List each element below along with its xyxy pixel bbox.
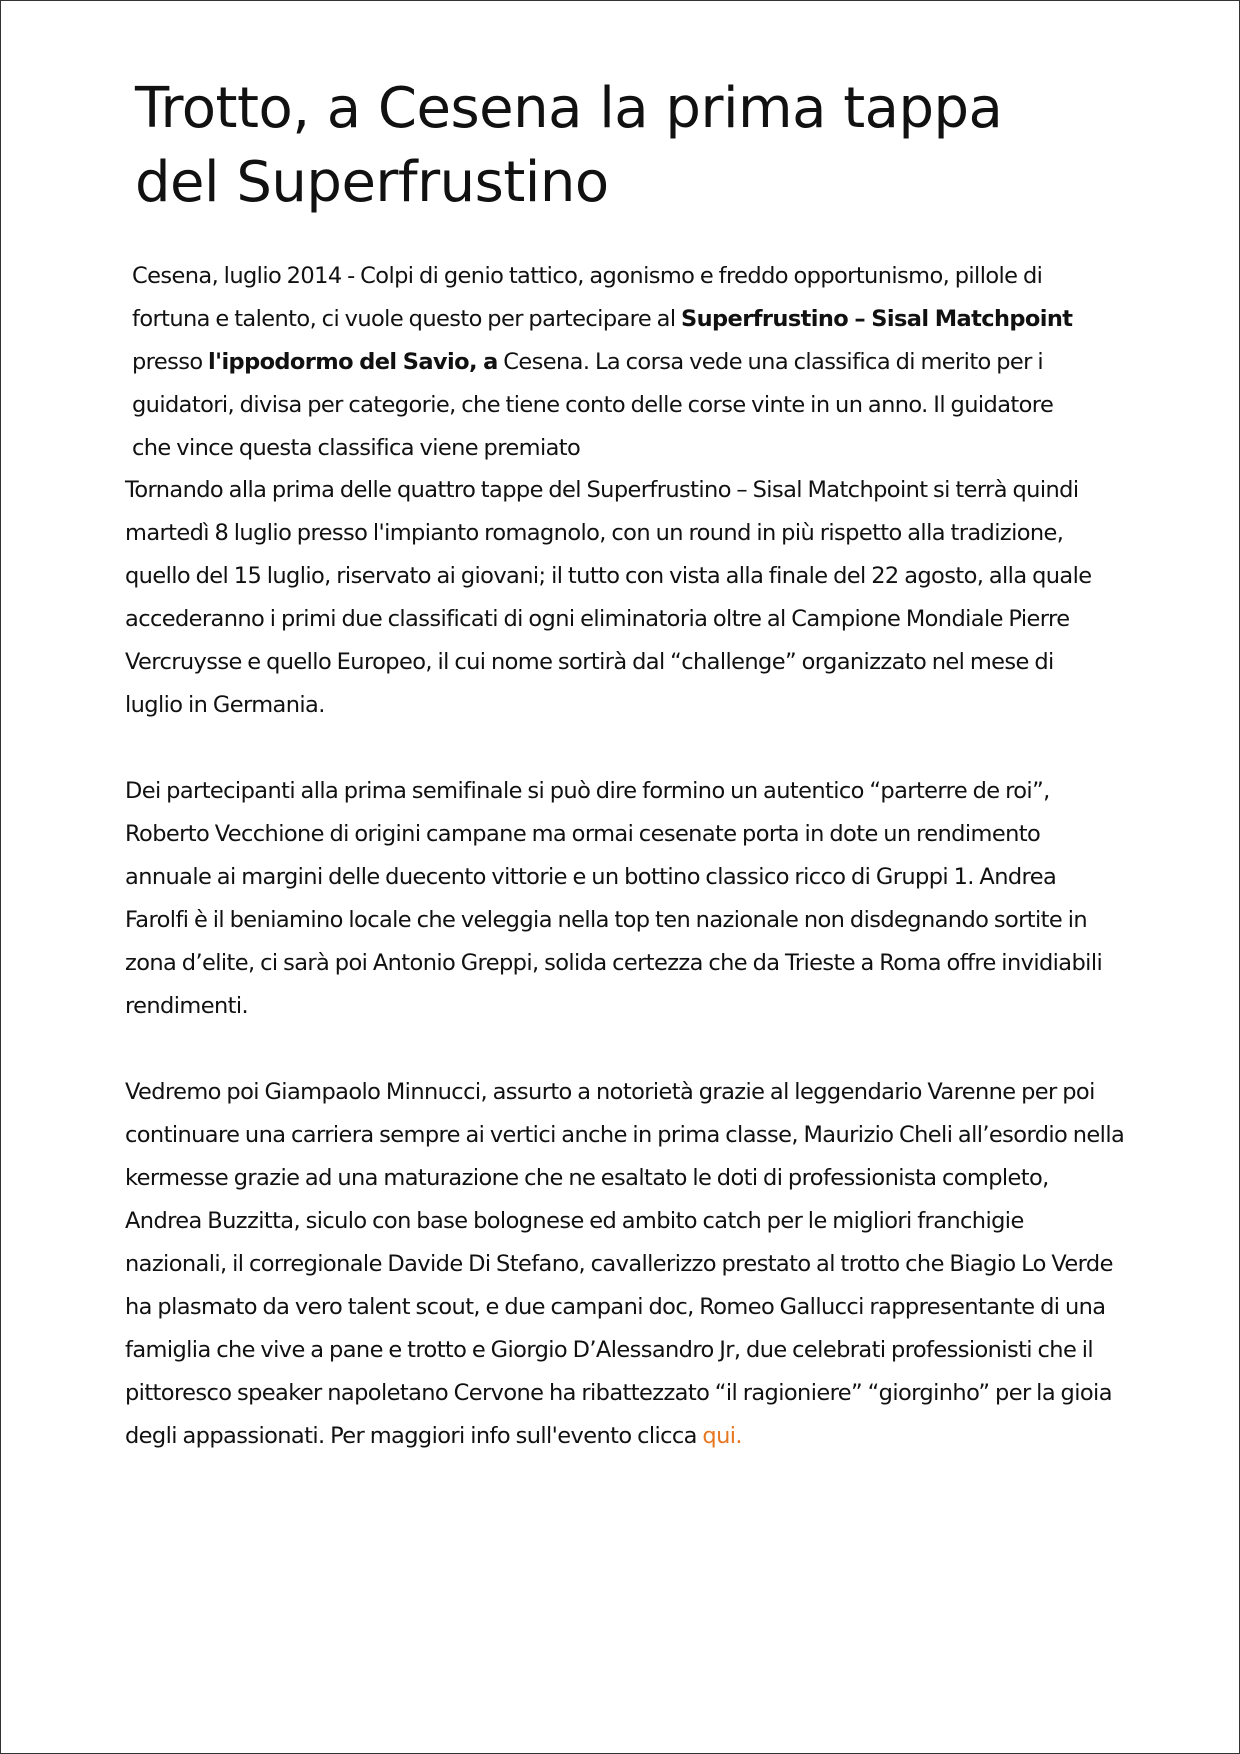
paragraph-schedule: Tornando alla prima delle quattro tappe del Superfrustino – Sisal Matchpoint si terrà quindi martedì 8 luglio presso l'impianto romagnolo, con un round in più rispetto alla tradizione, quello del 15 luglio, riservato ai giovani; il tutto con vista alla finale del 22 agosto, alla quale accederanno i primi due classificati di ogni eliminatoria oltre al Campione Mondiale Pierre Vercruysse e quello Europeo, il cui nome sortirà dal “challenge” organizzato nel mese di luglio in Germania.: [125, 477, 1092, 718]
paragraph-participants: Dei partecipanti alla prima semifinale si può dire formino un autentico “parterre de roi”, Roberto Vecchione di origini campane ma ormai cesenate porta in dote un rendimento annuale ai margini delle duecento vittorie e un bottino classico ricco di Gruppi 1. Andrea Farolfi è il beniamino locale che veleggia nella top ten nazionale non disdegnando sortite in zona d’elite, ci sarà poi Antonio Greppi, solida certezza che da Trieste a Roma offre invidiabili rendimenti.: [125, 778, 1103, 1019]
intro-mid: presso: [132, 349, 209, 375]
article-body: [125, 255, 1125, 1458]
paragraph-more-participants-text: Vedremo poi Giampaolo Minnucci, assurto a notorietà grazie al leggendario Varenne per poi continuare una carriera sempre ai vertici anche in prima classe, Maurizio Cheli all’esordio nella kermesse grazie ad una maturazione che ne esaltato le doti di professionista completo, Andrea Buzzitta, siculo con base bolognese ed ambito catch per le migliori franchigie nazionali, il corregionale Davide Di Stefano, cavallerizzo prestato al trotto che Biagio Lo Verde ha plasmato da vero talent scout, e due campani doc, Romeo Gallucci rappresentante di una famiglia che vive a pane e trotto e Giorgio D’Alessandro Jr, due celebrati professionisti che il pittoresco speaker napoletano Cervone ha ribattezzato “il ragioniere” “giorginho” per la gioia degli appassionati. Per maggiori info sull'evento clicca: [125, 1079, 1125, 1449]
intro-paragraph: [125, 255, 1087, 470]
intro-rest: Cesena. La corsa vede una classifica di merito per i guidatori, divisa per categorie, che tiene conto delle corse vinte in un anno. Il guidatore che vince questa classifica viene premiato: [132, 349, 1054, 461]
paragraph-more-participants: [125, 1071, 1125, 1458]
venue-name: l'ippodormo del Savio, a: [208, 349, 498, 375]
event-name: Superfrustino – Sisal Matchpoint: [681, 306, 1073, 332]
more-info-link[interactable]: qui.: [702, 1423, 742, 1449]
article-title: Trotto, a Cesena la prima tappa del Superfrustino: [135, 76, 1003, 215]
intro-lead: Cesena, luglio 2014 - Colpi di genio tattico, agonismo e freddo opportunismo, pillole di fortuna e talento, ci vuole questo per partecipare al: [132, 263, 1043, 332]
